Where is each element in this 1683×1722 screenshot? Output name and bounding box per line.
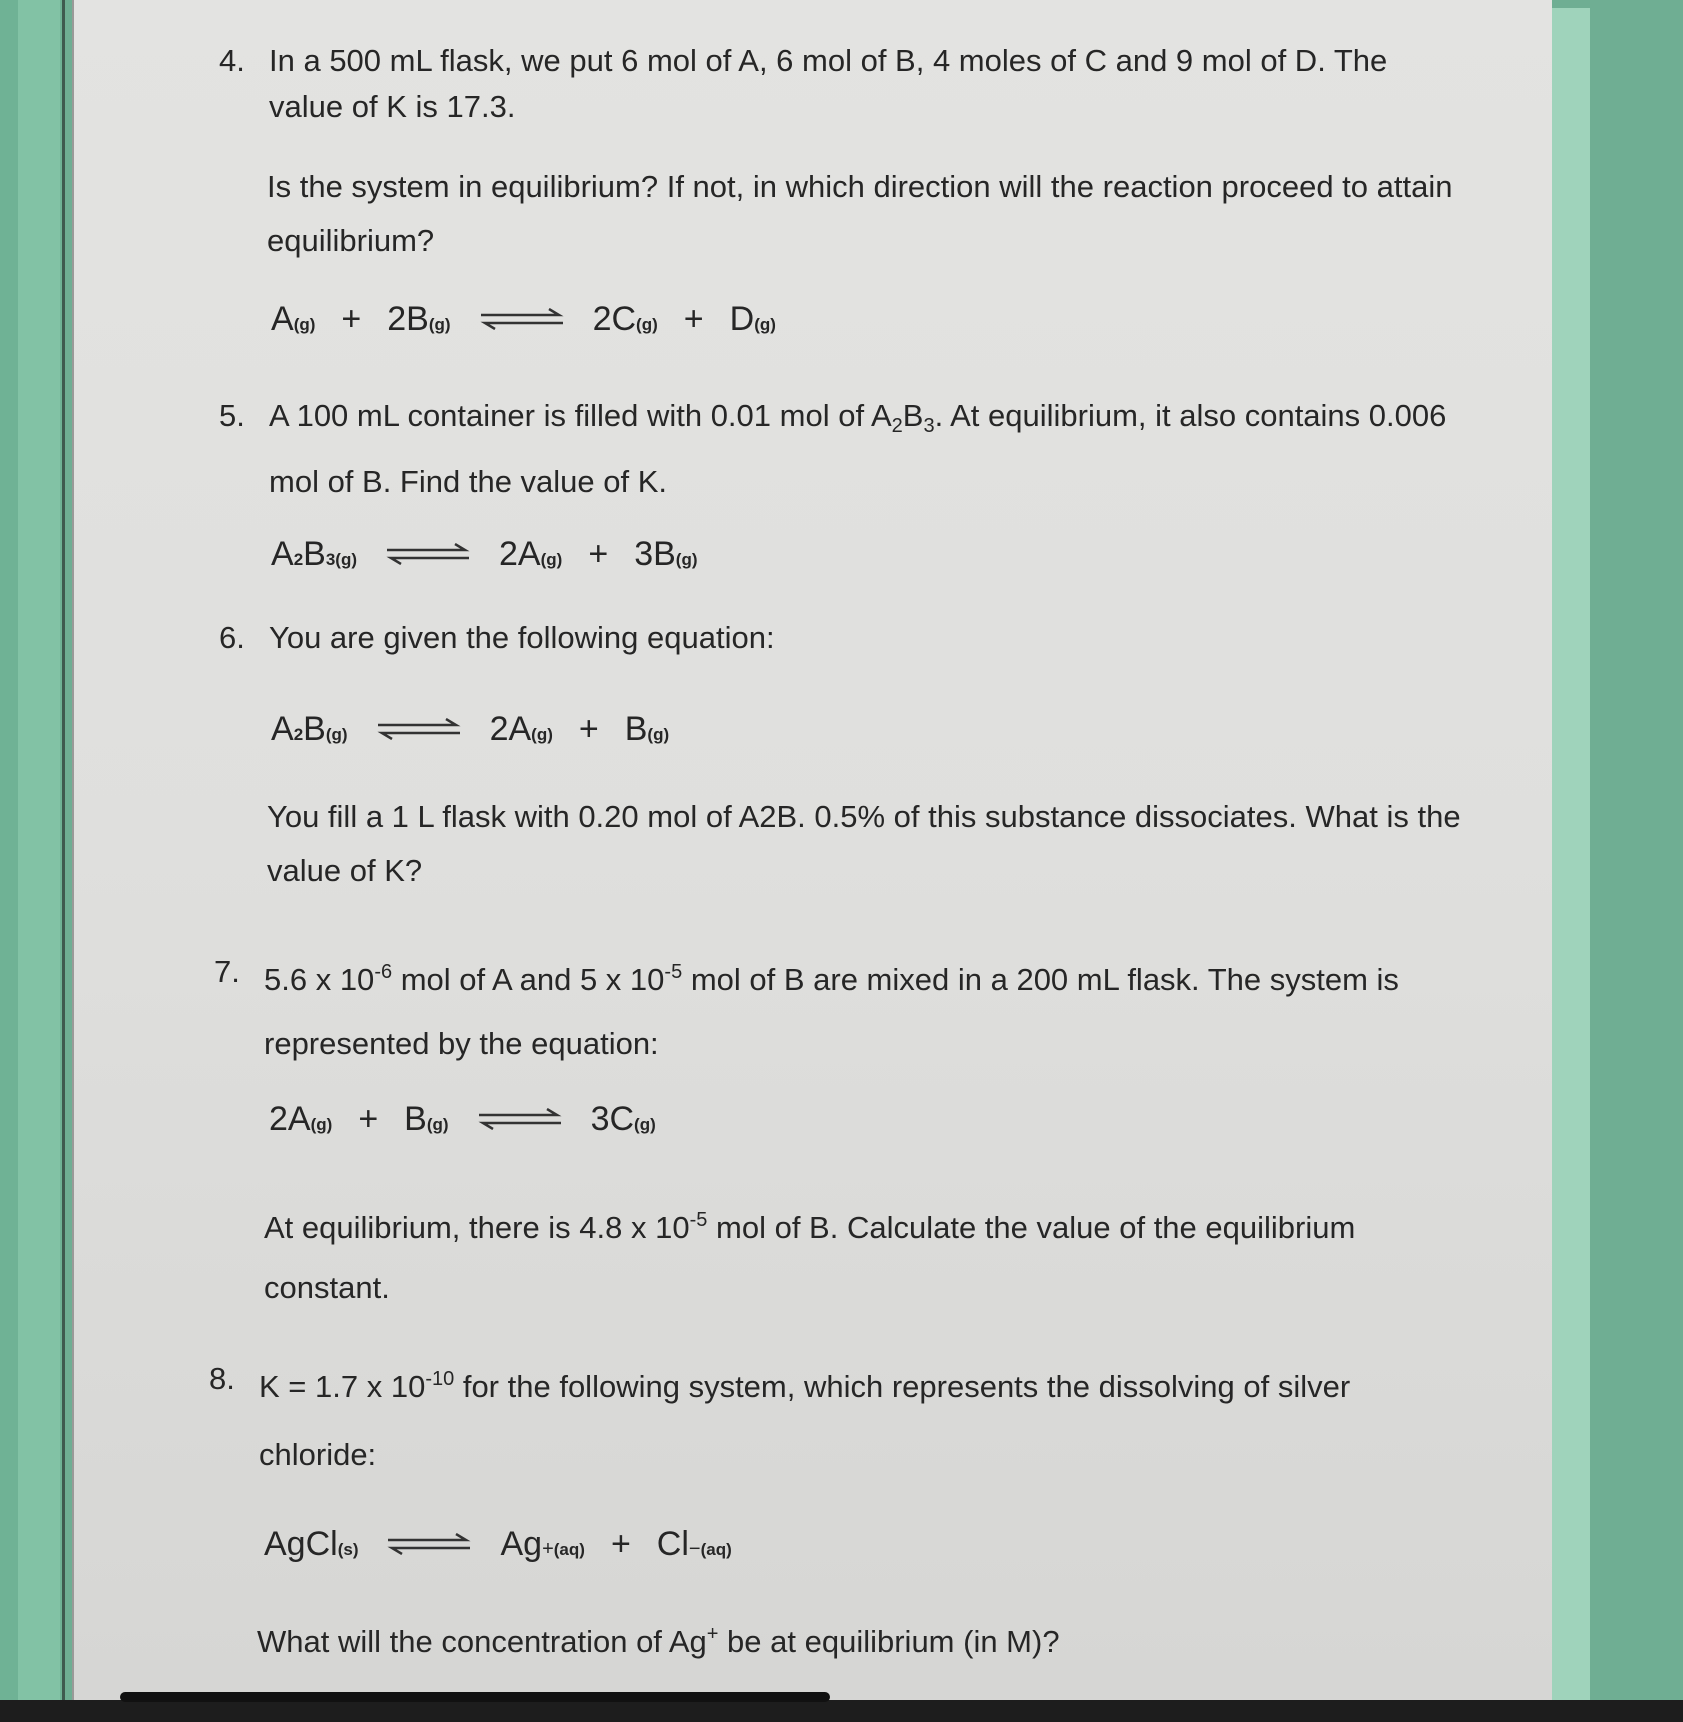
text-line: What will the concentration of Ag+ be at equilibrium (in M)? xyxy=(257,1623,1060,1659)
question-7-prompt xyxy=(264,1190,1355,1318)
equilibrium-arrow-icon xyxy=(385,543,471,565)
text-line: You are given the following equation: xyxy=(269,620,775,655)
text-line: You fill a 1 L flask with 0.20 mol of A2B. 0.5% of this substance dissociates. What is the xyxy=(267,799,1461,834)
question-number: 8. xyxy=(209,1361,235,1396)
question-6-text xyxy=(269,615,1609,661)
question-8-text xyxy=(259,1345,1659,1489)
question-number: 6. xyxy=(219,620,245,655)
equation-q4: A (g) + 2B (g) 2C (g) + D (g) xyxy=(271,300,776,338)
question-4-text xyxy=(269,38,1609,130)
text-line: mol of B. Find the value of K. xyxy=(269,464,668,499)
worksheet-page xyxy=(72,0,1552,1700)
text-line: K = 1.7 x $10^{-10}$ for the following system, which represents the dissolving of silver xyxy=(259,1368,1351,1404)
text-line: chloride: xyxy=(259,1437,377,1472)
question-5-text xyxy=(269,388,1669,510)
question-6-prompt xyxy=(267,790,1461,898)
equation-q7: 2A (g) + B (g) 3C (g) xyxy=(269,1100,656,1138)
bottom-edge xyxy=(0,1700,1683,1722)
equilibrium-arrow-icon xyxy=(479,308,565,330)
equilibrium-arrow-icon xyxy=(477,1108,563,1130)
left-margin-strip xyxy=(0,0,65,1722)
question-4-prompt xyxy=(267,160,1452,268)
question-number: 4. xyxy=(219,43,245,78)
question-7-text xyxy=(264,940,1664,1076)
text-line: constant. xyxy=(264,1270,390,1305)
question-8-prompt xyxy=(257,1607,1060,1669)
equation-q8: AgCl (s) Ag + (aq) + Cl − (aq) xyxy=(264,1525,732,1563)
text-line: represented by the equation: xyxy=(264,1026,659,1061)
text-line: 5.6 x $10^{-6}$ mol of A and 5 x $10^{-5}$ mol of B are mixed in a 200 mL flask. The system is xyxy=(264,961,1399,997)
equilibrium-arrow-icon xyxy=(376,718,462,740)
text-line: At equilibrium, there is 4.8 x $10^{-5}$ mol of B. Calculate the value of the equilibrium xyxy=(264,1209,1356,1245)
equation-q6: A 2 B (g) 2A (g) + B (g) xyxy=(271,710,670,748)
text-line: equilibrium? xyxy=(267,223,435,258)
equation-q5: A 2 B 3(g) 2A (g) + 3B (g) xyxy=(271,535,698,573)
text-line: value of K is 17.3. xyxy=(269,89,516,124)
question-number: 7. xyxy=(214,954,240,989)
text-line: In a 500 mL flask, we put 6 mol of A, 6 mol of B, 4 moles of C and 9 mol of D. The xyxy=(269,43,1388,78)
equilibrium-arrow-icon xyxy=(386,1533,472,1555)
text-line: Is the system in equilibrium? If not, in which direction will the reaction proceed to attain xyxy=(267,169,1453,204)
text-line: value of K? xyxy=(267,853,423,888)
question-number: 5. xyxy=(219,398,245,433)
text-line: A 100 mL container is filled with 0.01 mol of $A_2B_3$. At equilibrium, it also contains 0.006 xyxy=(269,398,1447,437)
